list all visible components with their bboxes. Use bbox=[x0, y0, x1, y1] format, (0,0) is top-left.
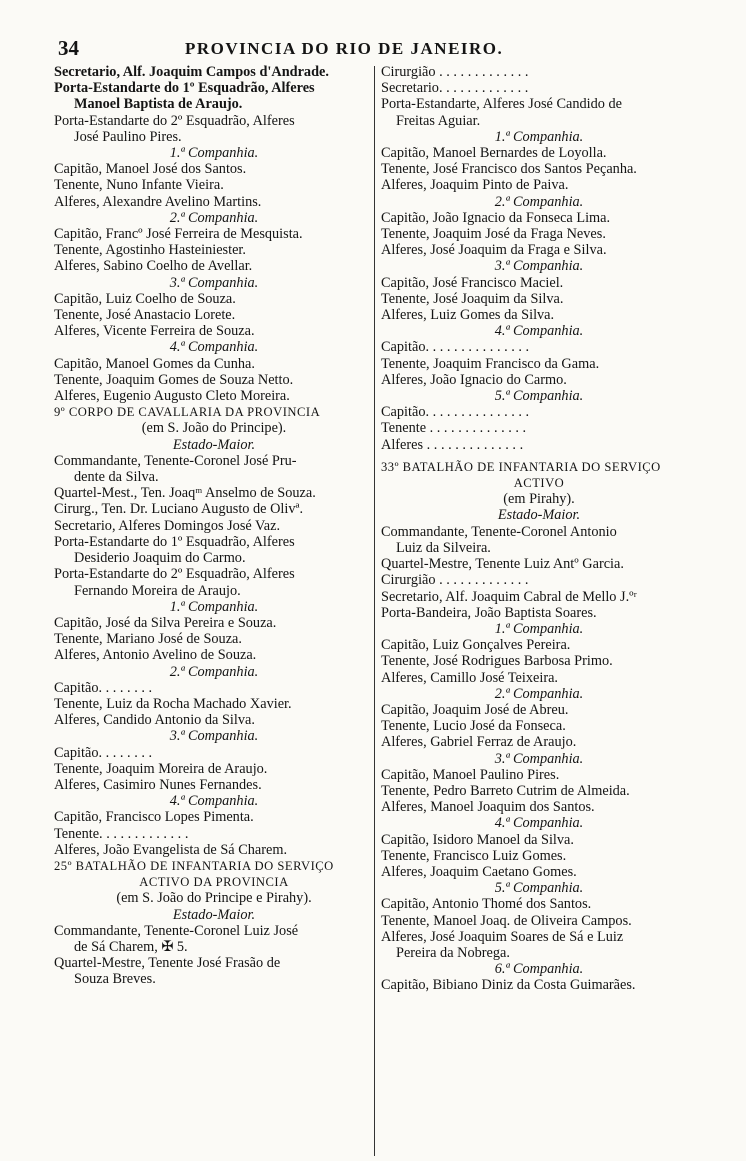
page-title: PROVINCIA DO RIO DE JANEIRO. bbox=[185, 39, 504, 58]
text-line: Alferes, Sabino Coelho de Avellar. bbox=[54, 258, 253, 275]
subheading: Estado-Maior. bbox=[172, 906, 256, 923]
right-column bbox=[381, 64, 697, 994]
text-line: Manoel Baptista de Araujo. bbox=[74, 96, 243, 113]
text-line: Capitão, José da Silva Pereira e Souza. bbox=[54, 614, 277, 631]
text-line: Freitas Aguiar. bbox=[396, 112, 481, 129]
subheading: 1.ª Companhia. bbox=[169, 145, 259, 162]
text-line: Alferes, Luiz Gomes da Silva. bbox=[381, 307, 555, 324]
subheading: Estado-Maior. bbox=[172, 436, 256, 453]
text-line: Capitão, Manoel Bernardes de Loyolla. bbox=[381, 145, 607, 162]
text-line: Quartel-Mestre, Tenente Luiz Antº Garcia. bbox=[381, 556, 624, 573]
section-heading: 9º CORPO DE CAVALLARIA DA PROVINCIA bbox=[54, 405, 321, 420]
subheading: 2.ª Companhia. bbox=[494, 193, 584, 210]
text-line: Capitão, Bibiano Diniz da Costa Guimarães. bbox=[381, 977, 636, 994]
text-line: Secretario, Alf. Joaquim Cabral de Mello J.ºʳ bbox=[381, 588, 637, 605]
text-line: Capitão, João Ignacio da Fonseca Lima. bbox=[381, 209, 611, 226]
subheading: 3.ª Companhia. bbox=[169, 728, 259, 745]
text-line: Alferes, Joaquim Pinto de Paiva. bbox=[381, 177, 569, 194]
text-line: Quartel-Mestre, Tenente José Frasão de bbox=[54, 955, 281, 972]
text-line: Tenente, José Anastacio Lorete. bbox=[54, 307, 236, 324]
text-line: Capitão, Manoel Paulino Pires. bbox=[381, 766, 560, 783]
text-line: Tenente, Pedro Barreto Cutrim de Almeida. bbox=[381, 782, 630, 799]
text-line: Tenente. . . . . . . . . . . . . bbox=[54, 825, 189, 842]
text-line: Porta-Estandarte do 2º Esquadrão, Alferes bbox=[54, 566, 295, 583]
text-line: Alferes, João Evangelista de Sá Charem. bbox=[54, 841, 288, 858]
text-line: Cirurgião . . . . . . . . . . . . . bbox=[381, 572, 529, 589]
text-line: Secretario, Alf. Joaquim Campos d'Andrade. bbox=[54, 64, 329, 80]
subheading: 2.ª Companhia. bbox=[169, 209, 259, 226]
text-line: Tenente, Joaquim Moreira de Araujo. bbox=[54, 760, 268, 777]
text-line: Secretario. . . . . . . . . . . . . bbox=[381, 80, 529, 97]
text-line: Capitão, Francisco Lopes Pimenta. bbox=[54, 809, 254, 826]
text-line: (em S. João do Principe e Pirahy). bbox=[116, 890, 312, 907]
text-line: Capitão, Manoel Gomes da Cunha. bbox=[54, 355, 255, 372]
text-line: Alferes, Candido Antonio da Silva. bbox=[54, 712, 255, 729]
text-line: Capitão. . . . . . . . bbox=[54, 744, 153, 761]
text-line: de Sá Charem, ✠ 5. bbox=[74, 938, 188, 955]
text-line: Tenente, José Francisco dos Santos Peçanha. bbox=[381, 161, 637, 178]
text-line: Porta-Estandarte, Alferes José Candido de bbox=[381, 96, 622, 113]
text-line: Tenente, Joaquim José da Fraga Neves. bbox=[381, 226, 606, 243]
text-line: Luiz da Silveira. bbox=[396, 539, 491, 556]
text-line: Alferes, João Ignacio do Carmo. bbox=[381, 371, 567, 388]
section-heading: 25º BATALHÃO DE INFANTARIA DO SERVIÇO bbox=[54, 858, 334, 873]
subheading: 4.ª Companhia. bbox=[169, 793, 259, 810]
text-line: Porta-Estandarte do 1º Esquadrão, Alferes bbox=[54, 533, 295, 550]
text-line: Tenente, Nuno Infante Vieira. bbox=[54, 177, 224, 194]
subheading: 4.ª Companhia. bbox=[494, 815, 584, 832]
subheading: 2.ª Companhia. bbox=[169, 663, 259, 680]
subheading: 4.ª Companhia. bbox=[169, 339, 259, 356]
text-line: Tenente, Joaquim Francisco da Gama. bbox=[381, 355, 600, 372]
text-line: Cirurgião . . . . . . . . . . . . . bbox=[381, 64, 529, 80]
text-line: Pereira da Nobrega. bbox=[396, 944, 510, 961]
text-line: Alferes, Casimiro Nunes Fernandes. bbox=[54, 776, 262, 793]
text-line: Tenente, José Rodrigues Barbosa Primo. bbox=[381, 653, 613, 670]
text-line: Porta-Estandarte do 1º Esquadrão, Alferes bbox=[54, 80, 315, 97]
text-line: Capitão, Luiz Coelho de Souza. bbox=[54, 290, 236, 307]
text-line: Porta-Estandarte do 2º Esquadrão, Alferes bbox=[54, 112, 295, 129]
text-line: Alferes, Gabriel Ferraz de Araujo. bbox=[381, 734, 577, 751]
text-line: Alferes, Vicente Ferreira de Souza. bbox=[54, 323, 255, 340]
text-line: Alferes, Joaquim Caetano Gomes. bbox=[381, 863, 577, 880]
text-line: Capitão, Isidoro Manoel da Silva. bbox=[381, 831, 574, 848]
text-line: José Paulino Pires. bbox=[74, 128, 182, 145]
text-line: Alferes, José Joaquim da Fraga e Silva. bbox=[381, 242, 607, 259]
text-line: Tenente . . . . . . . . . . . . . . bbox=[381, 420, 527, 437]
section-heading: ACTIVO bbox=[513, 476, 565, 491]
text-line: Capitão. . . . . . . . bbox=[54, 679, 153, 696]
text-line: Capitão, Manoel José dos Santos. bbox=[54, 161, 247, 178]
subheading: 1.ª Companhia. bbox=[494, 620, 584, 637]
text-line: Alferes, Manoel Joaquim dos Santos. bbox=[381, 799, 595, 816]
page-header bbox=[0, 36, 746, 62]
text-line: Souza Breves. bbox=[74, 971, 156, 988]
text-line: (em S. João do Principe). bbox=[141, 420, 287, 437]
text-line: Tenente, Joaquim Gomes de Souza Netto. bbox=[54, 371, 294, 388]
subheading: 3.ª Companhia. bbox=[169, 274, 259, 291]
subheading: 3.ª Companhia. bbox=[494, 750, 584, 767]
subheading: 2.ª Companhia. bbox=[494, 685, 584, 702]
text-line: Tenente, Manoel Joaq. de Oliveira Campos. bbox=[381, 912, 632, 929]
text-line: Quartel-Mest., Ten. Joaqᵐ Anselmo de Souza. bbox=[54, 485, 316, 502]
text-line: Alferes, Alexandre Avelino Martins. bbox=[54, 193, 262, 210]
text-line: Capitão, José Francisco Maciel. bbox=[381, 274, 564, 291]
text-line: dente da Silva. bbox=[74, 469, 159, 486]
text-line: Capitão, Luiz Gonçalves Pereira. bbox=[381, 637, 571, 654]
text-line: Capitão. . . . . . . . . . . . . . . bbox=[381, 404, 530, 421]
text-line: Capitão, Antonio Thomé dos Santos. bbox=[381, 896, 592, 913]
text-line: Commandante, Tenente-Coronel Luiz José bbox=[54, 922, 299, 939]
text-line: Cirurg., Ten. Dr. Luciano Augusto de Olivª. bbox=[54, 501, 304, 518]
section-heading: 33º BATALHÃO DE INFANTARIA DO SERVIÇO bbox=[381, 459, 661, 474]
page-number: 34 bbox=[58, 36, 79, 60]
text-line: Capitão, Joaquim José de Abreu. bbox=[381, 701, 569, 718]
subheading: 1.ª Companhia. bbox=[494, 128, 584, 145]
subheading: 5.ª Companhia. bbox=[494, 388, 584, 405]
column-divider bbox=[374, 66, 375, 1156]
text-line: Commandante, Tenente-Coronel José Pru- bbox=[54, 452, 297, 469]
text-line: Tenente, Lucio José da Fonseca. bbox=[381, 718, 566, 735]
text-line: Alferes, Eugenio Augusto Cleto Moreira. bbox=[54, 388, 290, 405]
text-line: Tenente, Agostinho Hasteiniester. bbox=[54, 242, 246, 259]
subheading: 3.ª Companhia. bbox=[494, 258, 584, 275]
subheading: 4.ª Companhia. bbox=[494, 323, 584, 340]
text-line: Desiderio Joaquim do Carmo. bbox=[74, 550, 246, 567]
text-line: Tenente, Francisco Luiz Gomes. bbox=[381, 847, 567, 864]
text-line: (em Pirahy). bbox=[503, 491, 575, 508]
text-line: Alferes, Camillo José Teixeira. bbox=[381, 669, 559, 686]
section-heading: ACTIVO DA PROVINCIA bbox=[139, 875, 289, 890]
text-line: Alferes . . . . . . . . . . . . . . bbox=[381, 436, 524, 453]
subheading: 5.ª Companhia. bbox=[494, 880, 584, 897]
text-line: Alferes, José Joaquim Soares de Sá e Luiz bbox=[381, 928, 624, 945]
text-line: Tenente, Luiz da Rocha Machado Xavier. bbox=[54, 695, 292, 712]
subheading: Estado-Maior. bbox=[497, 507, 581, 524]
text-line: Capitão. . . . . . . . . . . . . . . bbox=[381, 339, 530, 356]
subheading: 6.ª Companhia. bbox=[494, 961, 584, 978]
text-line: Capitão, Francº José Ferreira de Mesquista. bbox=[54, 226, 303, 243]
text-line: Porta-Bandeira, João Baptista Soares. bbox=[381, 604, 597, 621]
text-line: Tenente, Mariano José de Souza. bbox=[54, 631, 242, 648]
text-line: Alferes, Antonio Avelino de Souza. bbox=[54, 647, 257, 664]
text-line: Secretario, Alferes Domingos José Vaz. bbox=[54, 517, 281, 534]
text-line: Tenente, José Joaquim da Silva. bbox=[381, 290, 564, 307]
text-line: Fernando Moreira de Araujo. bbox=[74, 582, 241, 599]
subheading: 1.ª Companhia. bbox=[169, 598, 259, 615]
text-line: Commandante, Tenente-Coronel Antonio bbox=[381, 523, 617, 540]
left-column bbox=[54, 64, 374, 988]
